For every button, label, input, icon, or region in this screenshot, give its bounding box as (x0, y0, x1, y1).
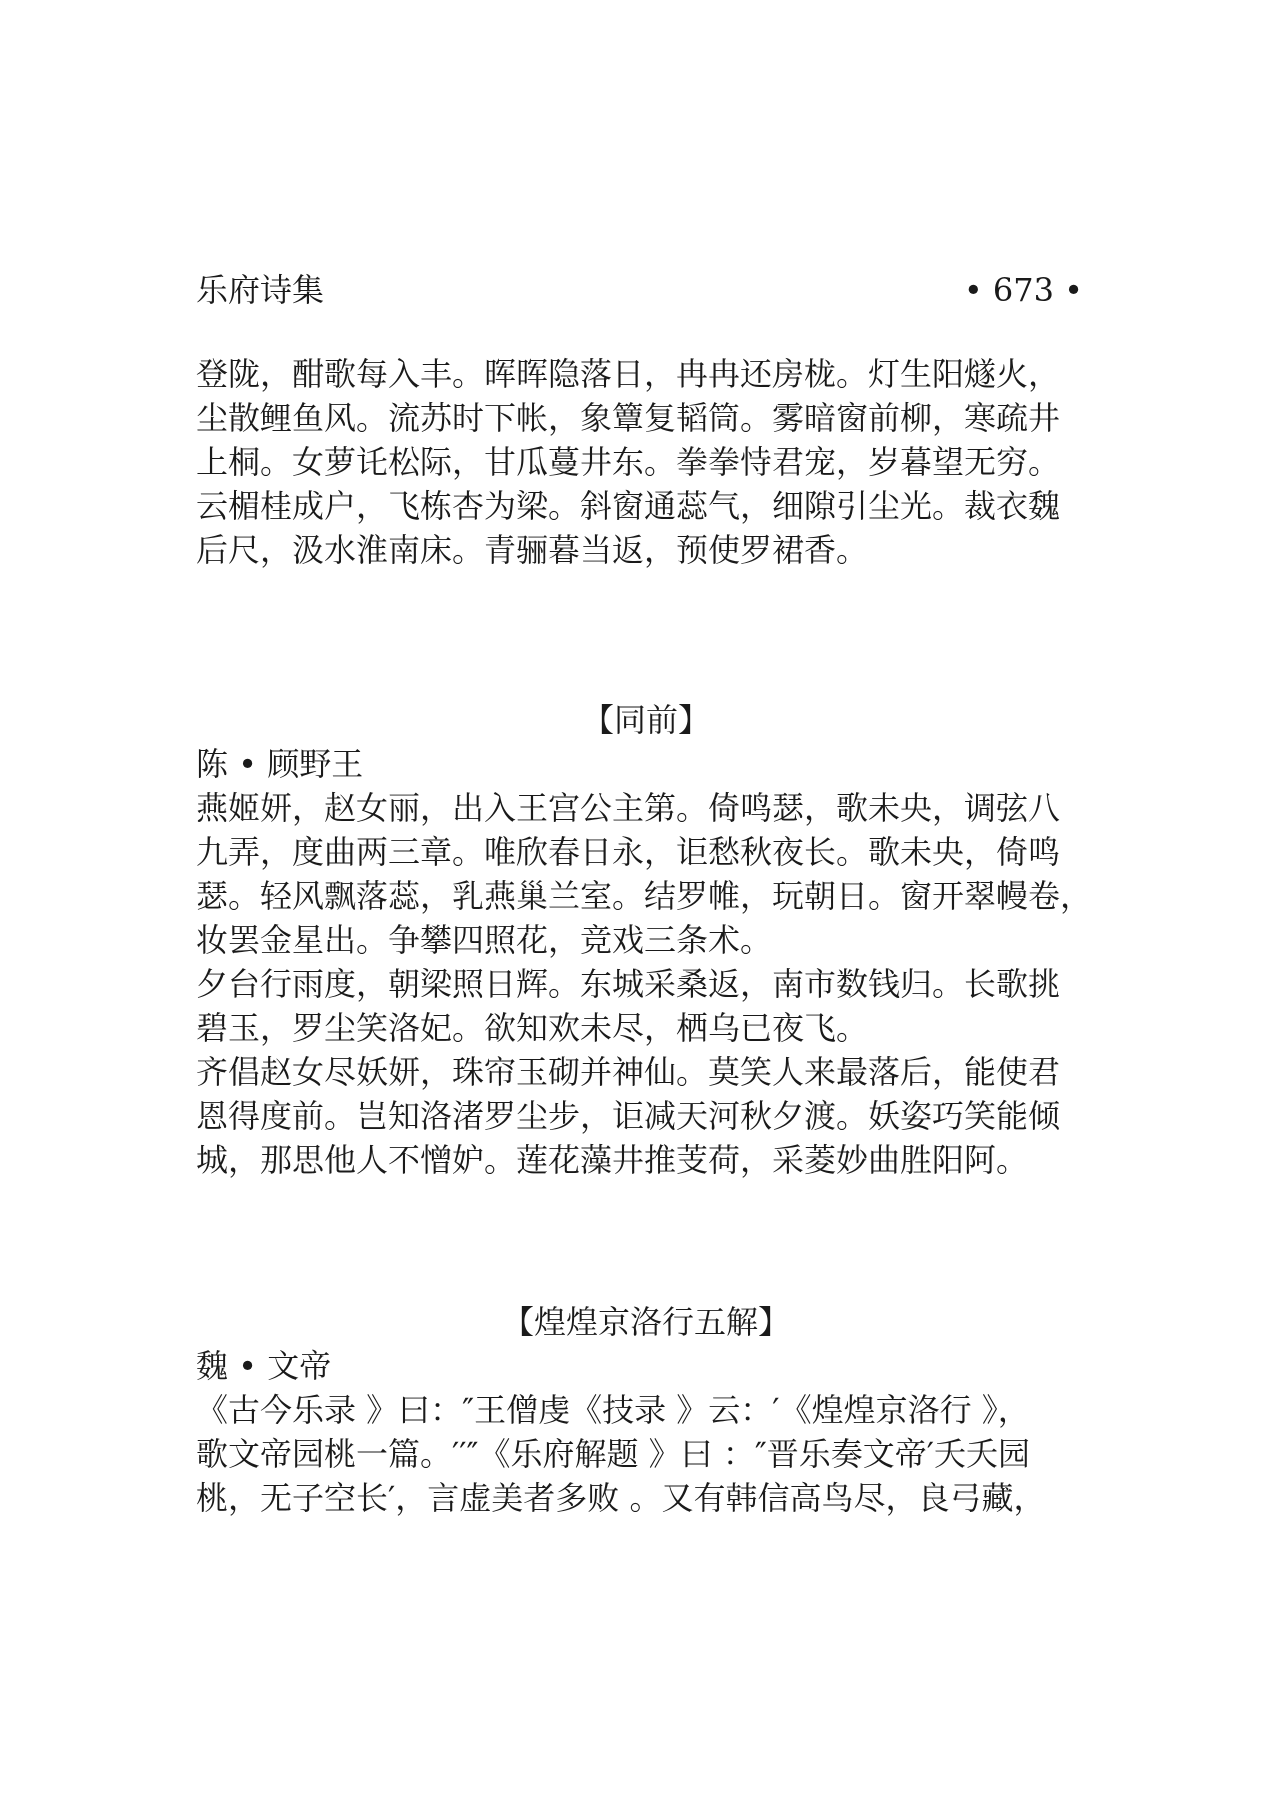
section-title-huanghuang-jingluo: 【煌煌京洛行五解】 (501, 1303, 790, 1341)
text-line: 上桐。女萝讬松际，甘瓜蔓井东。拳拳恃君宠，岁暮望无穷。 (196, 443, 1061, 481)
text-line: 歌文帝园桃一篇。′′″《乐府解题 》曰 ：″晋乐奏文帝′夭夭园 (196, 1435, 1031, 1473)
text-line: 齐倡赵女尽妖妍，珠帘玉砌并神仙。莫笑人来最落后，能使君 (196, 1053, 1061, 1091)
text-line: 城，那思他人不憎妒。莲花藻井推芰荷，采菱妙曲胜阳阿。 (196, 1141, 1029, 1179)
text-line: 《古今乐录 》曰：″王僧虔《技录 》云：′《煌煌京洛行 》， (196, 1391, 1030, 1429)
continued-poem-text (196, 352, 1096, 572)
section-author-guyewang: 陈 • 顾野王 (196, 745, 364, 783)
text-line: 妆罢金星出。争攀四照花，竞戏三条术。 (196, 921, 773, 959)
text-line: 登陇，酣歌每入丰。晖晖隐落日，冉冉还房栊。灯生阳燧火， (196, 355, 1061, 393)
text-line: 夕台行雨度，朝梁照日辉。东城采桑返，南市数钱归。长歌挑 (196, 965, 1061, 1003)
running-head (196, 268, 1083, 312)
text-line: 九弄，度曲两三章。唯欣春日永，讵愁秋夜长。歌未央，倚鸣 (196, 833, 1061, 871)
text-line: 恩得度前。岂知洛渚罗尘步，讵减天河秋夕渡。妖姿巧笑能倾 (196, 1097, 1061, 1135)
text-line: 桃，无子空长′，言虚美者多败 。又有韩信高鸟尽，良弓藏， (196, 1479, 1046, 1517)
text-line: 燕姬妍，赵女丽，出入王宫公主第。倚鸣瑟，歌未央，调弦八 (196, 789, 1061, 827)
text-line: 瑟。轻风飘落蕊，乳燕巢兰室。结罗帷，玩朝日。窗开翠幔卷， (196, 877, 1093, 915)
text-line: 后尺，汲水淮南床。青骊暮当返，预使罗裙香。 (196, 531, 869, 569)
book-title: 乐府诗集 (196, 271, 325, 309)
text-line: 云楣桂成户，飞栋杏为梁。斜窗通蕊气，细隙引尘光。裁衣魏 (196, 487, 1061, 525)
page-number: • 673 • (963, 271, 1083, 309)
section-title-tongqian: 【同前】 (581, 701, 710, 739)
section-author-wei-wendi: 魏 • 文帝 (196, 1347, 332, 1385)
text-line: 尘散鲤鱼风。流苏时下帐，象簟复韬筒。雾暗窗前柳，寒疏井 (196, 399, 1061, 437)
book-page (196, 0, 1096, 1795)
text-line: 碧玉，罗尘笑洛妃。欲知欢未尽，栖乌已夜飞。 (196, 1009, 869, 1047)
huanghuang-intro-text (196, 1388, 1096, 1520)
tongqian-poem-text (196, 786, 1096, 1182)
